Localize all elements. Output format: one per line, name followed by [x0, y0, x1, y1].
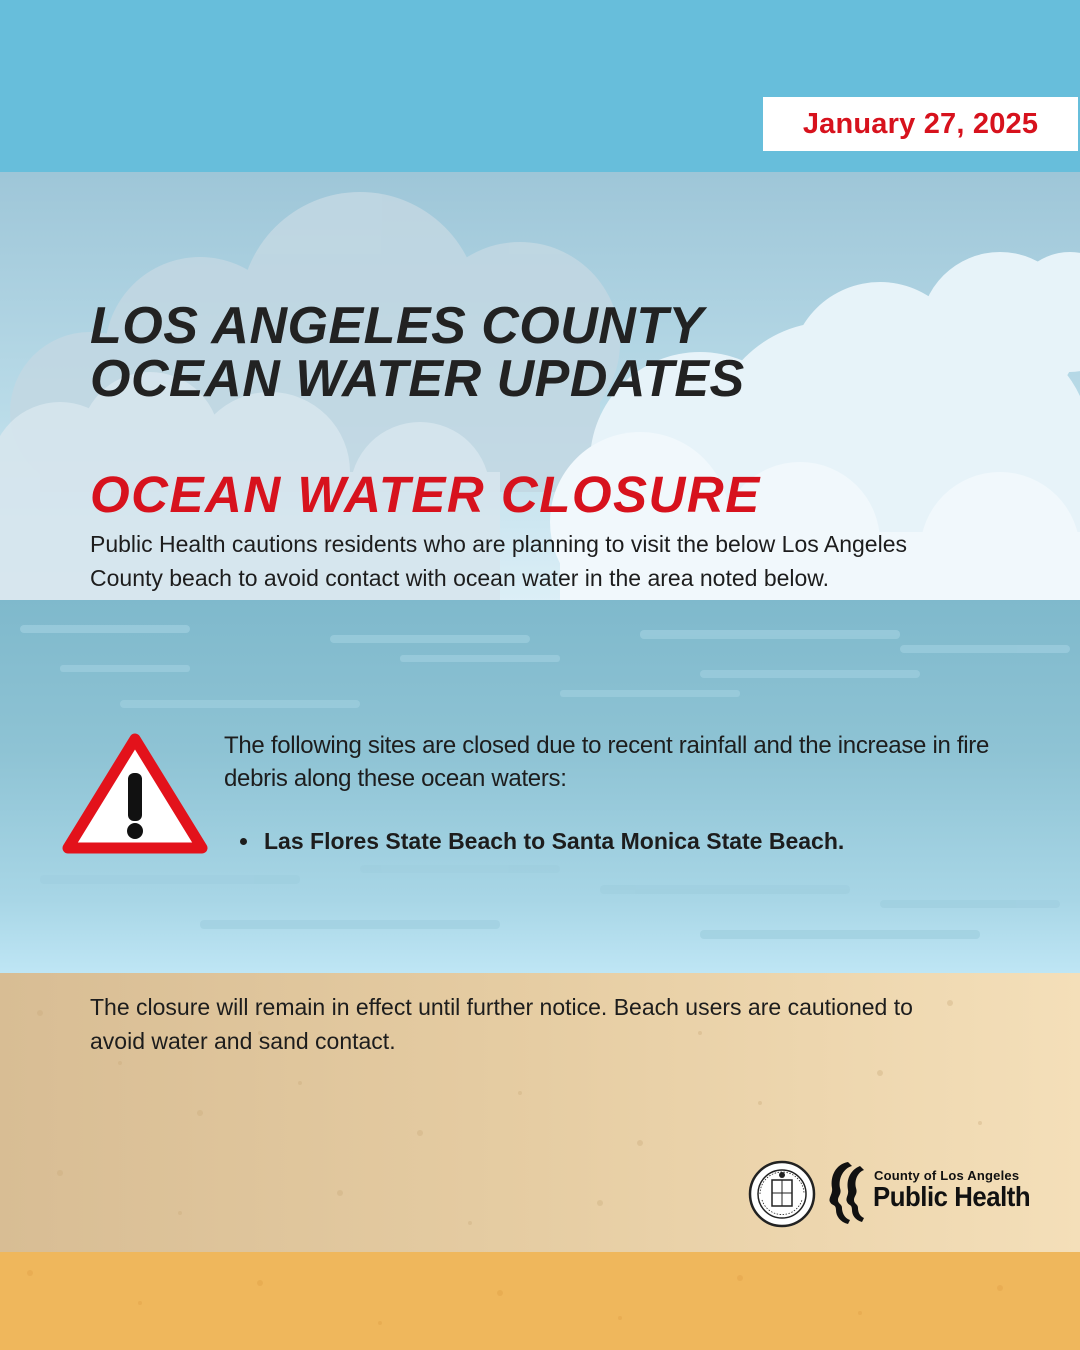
date-badge	[763, 97, 1078, 151]
warning-triangle-icon	[62, 733, 208, 855]
closed-sites-notice: The following sites are closed due to recent rainfall and the increase in fire debris along these ocean waters:	[224, 732, 990, 792]
list-item	[240, 828, 844, 855]
public-health-logo	[826, 1158, 1042, 1228]
date-text: January 27, 2025	[802, 107, 1039, 140]
county-seal-icon	[748, 1160, 816, 1228]
logo-public-health-text: Public Health	[873, 1181, 1031, 1212]
intro-paragraph: Public Health cautions residents who are planning to visit the below Los Angeles County beach to avoid contact with ocean water in the area noted below.	[90, 531, 907, 591]
closure-note: The closure will remain in effect until further notice. Beach users are cautioned to avoid water and sand contact.	[90, 994, 913, 1054]
closed-sites-list	[240, 828, 844, 855]
headline-line-1: LOS ANGELES COUNTY	[90, 297, 704, 355]
headline-line-2: OCEAN WATER UPDATES	[90, 350, 745, 408]
main-headline	[90, 297, 745, 408]
closure-heading: OCEAN WATER CLOSURE	[90, 466, 761, 523]
public-health-logo-icon	[826, 1160, 872, 1226]
logo-county-text: County of Los Angeles	[874, 1168, 1020, 1183]
site-name: Las Flores State Beach to Santa Monica State Beach.	[264, 828, 845, 854]
bullet-icon	[240, 838, 247, 845]
